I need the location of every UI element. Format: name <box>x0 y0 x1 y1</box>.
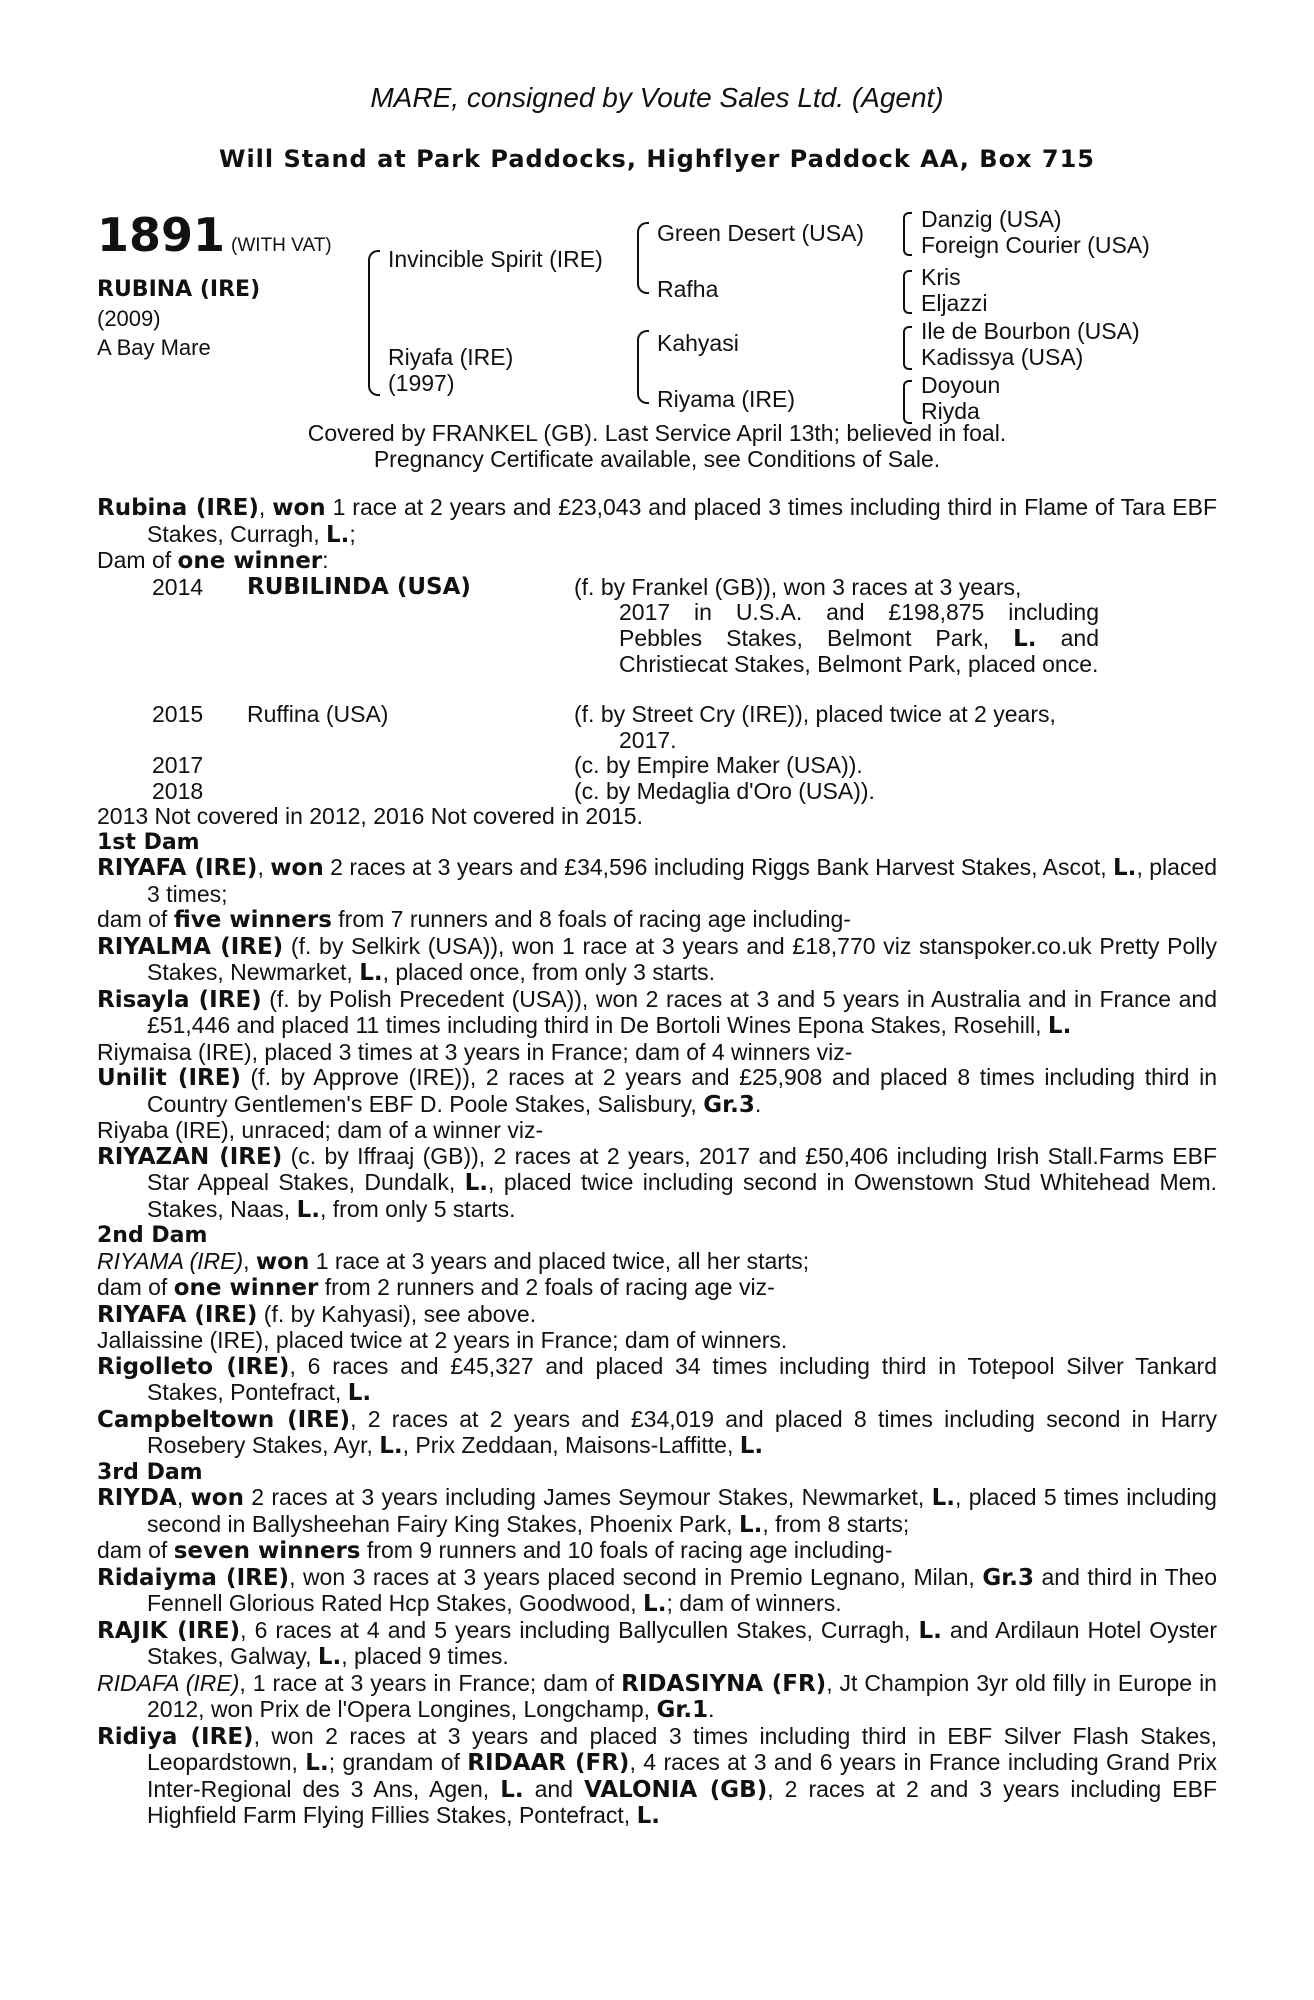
produce-record <box>97 1354 1217 1407</box>
record-text: . <box>708 1696 715 1722</box>
lot-number: 1891 <box>97 208 226 262</box>
listed-mark: L. <box>1113 855 1137 881</box>
pedigree-dam-dam: Riyama (IRE) <box>657 386 796 412</box>
pedigree-brace <box>903 270 912 314</box>
horse-ref: RIYALMA (IRE) <box>97 933 284 960</box>
horse-ref: RIYAFA (IRE) <box>97 855 258 881</box>
winner-count: one winner <box>173 1275 319 1301</box>
horse-ref: Ridaiyma (IRE) <box>97 1564 290 1591</box>
dam-of-line <box>97 1538 1217 1565</box>
group-mark: Gr.3 <box>982 1564 1034 1591</box>
listed-mark: L. <box>738 1511 763 1538</box>
vat-note: (WITH VAT) <box>231 235 332 256</box>
horse-ref: Risayla (IRE) <box>97 986 262 1013</box>
horse-ref: RIYAZAN (IRE) <box>97 1143 283 1170</box>
produce-record <box>97 1724 1217 1830</box>
record-text: 2 races at 3 years including James Seymour Stakes, Newmarket, <box>243 1484 932 1510</box>
horse-ref: Rubina (IRE) <box>97 495 259 521</box>
progeny-year: 2015 <box>152 701 204 727</box>
record-text: dam of <box>97 1537 174 1563</box>
progeny-desc <box>574 702 1099 753</box>
record-text: , placed 3 times; <box>147 854 1218 907</box>
record-text: (f. by Approve (IRE)), 2 races at 2 years and £25,908 and placed 8 times including third in Country Gentlemen's EBF D. Poole Stakes, Salisbury, <box>147 1064 1217 1117</box>
dam-of-line <box>97 548 1217 575</box>
pedigree-dam-sire: Kahyasi <box>657 330 739 356</box>
horse-year: (2009) <box>97 306 161 331</box>
pedigree-ds-dam: Kadissya (USA) <box>921 344 1084 370</box>
pedigree-ss-sire: Danzig (USA) <box>921 206 1062 232</box>
pedigree-brace <box>903 326 912 370</box>
listed-mark: L. <box>325 521 350 548</box>
horse-ref: RIYDA <box>97 1485 177 1511</box>
progeny-year: 2014 <box>152 573 204 600</box>
won-label: won <box>270 855 324 881</box>
group-mark: Gr.1 <box>656 1697 709 1723</box>
listed-mark: L. <box>347 1380 372 1406</box>
produce-record <box>97 1671 1217 1724</box>
progeny-row <box>97 753 1217 779</box>
catalogue-body <box>97 495 1217 1830</box>
record-text: , Jt Champion 3yr old filly in Europe in 2012, won Prix de l'Opera Longines, Longchamp, <box>147 1669 1217 1722</box>
progeny-year: 2018 <box>152 777 204 804</box>
listed-mark: L. <box>739 1433 764 1459</box>
won-label: won <box>272 495 326 521</box>
record-text: 1 race at 2 years and £23,043 and placed 3 times including third in Flame of Tara EBF Stakes, Curragh, <box>147 494 1218 547</box>
progeny-row <box>97 702 1217 753</box>
listed-mark: L. <box>918 1617 942 1644</box>
record-text: 1 race at 3 years and placed twice, all her starts; <box>309 1247 810 1274</box>
horse-ref: Rigolleto (IRE) <box>97 1353 290 1380</box>
record-text: 2 races at 3 years and £34,596 including Riggs Bank Harvest Stakes, Ascot, <box>323 854 1114 880</box>
horse-ref: RIYAFA (IRE) <box>97 1301 258 1328</box>
record-text: , 4 races at 3 and 6 years in France including Grand Prix Inter-Regional des 3 Ans, Agen, <box>147 1749 1217 1802</box>
covering-note <box>0 420 1314 472</box>
group-mark: Gr.3 <box>703 1091 755 1118</box>
pedigree-dam-year: (1997) <box>388 370 455 396</box>
rubina-record: Rubina (IRE), won 1 race at 2 years and £23,043 and placed 3 times including third in Flame of Tara EBF Stakes, Curragh, L.; <box>97 494 1218 548</box>
horse-ref: RIDAFA (IRE) <box>97 1669 240 1696</box>
record-text: , from 8 starts; <box>762 1510 910 1537</box>
record-text <box>574 600 1099 678</box>
listed-mark: L. <box>931 1485 956 1511</box>
won-label: won <box>255 1248 310 1275</box>
record-text: (f. by Frankel (GB)), won 3 races at 3 years, <box>574 573 1022 600</box>
progeny-desc: (c. by Medaglia d'Oro (USA)). <box>574 777 875 804</box>
pedigree-brace <box>903 380 912 424</box>
record-text: from 9 runners and 10 foals of racing age including- <box>360 1537 893 1563</box>
record-text: (f. by Street Cry (IRE)), placed twice at 2 years, <box>574 701 1056 727</box>
produce-record: Jallaissine (IRE), placed twice at 2 years in France; dam of winners. <box>97 1327 788 1353</box>
listed-mark: L. <box>317 1644 342 1670</box>
produce-record <box>97 987 1217 1040</box>
record-text: , 1 race at 3 years in France; dam of <box>239 1669 622 1696</box>
dam-record: RIYAFA (IRE), won 2 races at 3 years and £34,596 including Riggs Bank Harvest Stakes, Ascot, L., placed 3 times; <box>97 854 1218 907</box>
horse-ref: Campbeltown (IRE) <box>97 1406 351 1433</box>
record-text: (f. by Selkirk (USA)), won 1 race at 3 years and £18,770 viz stanspoker.co.uk Pretty Polly Stakes, Newmarket, <box>147 932 1217 985</box>
listed-mark: L. <box>643 1591 667 1617</box>
record-text: Dam of <box>97 547 178 573</box>
progeny-desc: (c. by Empire Maker (USA)). <box>574 752 863 778</box>
record-text: , from only 5 starts. <box>319 1195 516 1222</box>
progeny-name: Ruffina (USA) <box>247 701 389 727</box>
horse-ref: Unilit (IRE) <box>97 1065 241 1091</box>
progeny-name: RUBILINDA (USA) <box>247 573 471 600</box>
horse-ref: VALONIA (GB) <box>584 1776 768 1803</box>
dam-of-line <box>97 907 1217 934</box>
record-text: 2017. <box>619 726 677 753</box>
record-text: . <box>754 1090 762 1117</box>
pedigree-dd-sire: Doyoun <box>921 372 1001 398</box>
section-heading: 1st Dam <box>97 829 200 855</box>
horse-name: RUBINA (IRE) <box>97 277 261 302</box>
pedigree-ds-sire: Ile de Bourbon (USA) <box>921 318 1140 344</box>
stand-location: Will Stand at Park Paddocks, Highflyer Paddock AA, Box 715 <box>218 145 1095 173</box>
produce-record <box>97 1302 1217 1329</box>
listed-mark: L. <box>1013 625 1037 652</box>
winner-count: five winners <box>173 907 332 933</box>
won-label: won <box>190 1485 244 1511</box>
record-text: , 6 races at 4 and 5 years including Ballycullen Stakes, Curragh, <box>240 1616 919 1643</box>
record-text: ; <box>349 520 356 547</box>
record-text: , placed once, from only 3 starts. <box>382 959 715 985</box>
produce-record <box>97 1565 1217 1618</box>
horse-ref: Ridiya (IRE) <box>97 1723 254 1750</box>
pedigree-brace <box>637 222 649 294</box>
produce-record <box>97 1407 1217 1460</box>
horse-ref: RIDASIYNA (FR) <box>621 1670 827 1697</box>
record-text: , placed twice including second in Owenstown Stud Whitehead Mem. Stakes, Naas, <box>147 1169 1217 1222</box>
record-text: , 2 races at 2 and 3 years including EBF Highfield Farm Flying Fillies Stakes, Pontefract, <box>147 1775 1217 1828</box>
record-text: , 2 races at 2 years and £34,019 and placed 8 times including second in Harry Rosebery Stakes, Ayr, <box>147 1405 1217 1458</box>
produce-record <box>97 1065 1217 1118</box>
record-text: and Ardilaun Hotel Oyster Stakes, Galway, <box>147 1616 1217 1669</box>
dam-record: RIYDA, won 2 races at 3 years including James Seymour Stakes, Newmarket, L., placed 5 times including second in Ballysheehan Fairy King Stakes, Phoenix Park, L., from 8 starts; <box>97 1484 1217 1538</box>
horse-ref: RIDAAR (FR) <box>467 1750 630 1776</box>
certificate-line: Pregnancy Certificate available, see Conditions of Sale. <box>373 446 941 472</box>
progeny-desc <box>574 575 1099 678</box>
consignor-title: MARE, consigned by Voute Sales Ltd. (Agent) <box>370 82 944 113</box>
pedigree-brace <box>903 212 912 256</box>
horse-ref: RAJIK (IRE) <box>97 1617 241 1644</box>
record-text: , Prix Zeddaan, Maisons-Laffitte, <box>402 1432 740 1458</box>
record-text: , placed 5 times including second in Ballysheehan Fairy King Stakes, Phoenix Park, <box>147 1484 1217 1537</box>
section-heading: 3rd Dam <box>97 1459 203 1485</box>
dam-of-line <box>97 1275 1217 1302</box>
listed-mark: L. <box>305 1750 329 1776</box>
listed-mark: L. <box>464 1170 489 1196</box>
record-text: (f. by Kahyasi), see above. <box>257 1300 537 1327</box>
progeny-note: 2013 Not covered in 2012, 2016 Not covered in 2015. <box>97 803 643 829</box>
pedigree-sd-sire: Kris <box>921 264 961 290</box>
listed-mark: L. <box>500 1776 524 1803</box>
record-text: , placed 9 times. <box>341 1643 509 1669</box>
pedigree-sire-sire: Green Desert (USA) <box>657 220 865 246</box>
produce-record <box>97 1144 1217 1224</box>
record-text: (f. by Polish Precedent (USA)), won 2 races at 3 and 5 years in Australia and in France and £51,446 and placed 11 times including third in De Bortoli Wines Epona Stakes, Rosehill, <box>147 985 1217 1038</box>
winner-count: one winner <box>177 548 323 574</box>
record-text: ; grandam of <box>328 1749 468 1775</box>
pedigree-sire-dam: Rafha <box>657 276 719 302</box>
record-text: from 2 runners and 2 foals of racing age viz- <box>318 1274 775 1300</box>
produce-record <box>97 934 1217 987</box>
produce-record <box>97 1618 1217 1671</box>
produce-record: Riyaba (IRE), unraced; dam of a winner viz- <box>97 1117 544 1143</box>
pedigree-sire: Invincible Spirit (IRE) <box>388 246 603 272</box>
record-text: dam of <box>97 1274 174 1300</box>
pedigree-ss-dam: Foreign Courier (USA) <box>921 232 1150 258</box>
record-text: (c. by Iffraaj (GB)), 2 races at 2 years, 2017 and £50,406 including Irish Stall.Farms EBF Star Appeal Stakes, Dundalk, <box>147 1142 1217 1195</box>
pedigree-dam: Riyafa (IRE) <box>388 344 514 370</box>
record-text: and <box>523 1775 585 1802</box>
record-text: and Christiecat Stakes, Belmont Park, placed once. <box>619 624 1100 677</box>
record-text: dam of <box>97 906 174 932</box>
listed-mark: L. <box>296 1196 320 1223</box>
progeny-row <box>97 575 1217 703</box>
pedigree-brace <box>368 250 380 396</box>
pedigree-sd-dam: Eljazzi <box>921 290 988 316</box>
winner-count: seven winners <box>173 1538 361 1564</box>
section-heading: 2nd Dam <box>97 1223 208 1248</box>
horse-ref: RIYAMA (IRE) <box>97 1247 244 1274</box>
record-text: , won 2 races at 3 years and placed 3 times including third in EBF Silver Flash Stakes, Leopardstown, <box>147 1722 1217 1775</box>
produce-record: Riymaisa (IRE), placed 3 times at 3 years in France; dam of 4 winners viz- <box>97 1038 853 1065</box>
listed-mark: L. <box>636 1803 660 1829</box>
pedigree-dd-dam: Riyda <box>921 398 980 424</box>
listed-mark: L. <box>379 1433 403 1459</box>
record-text: : <box>322 547 329 573</box>
lot-heading <box>97 208 332 262</box>
record-text: from 7 runners and 8 foals of racing age including- <box>331 906 851 932</box>
record-text: 2017 in U.S.A. and £198,875 including Pebbles Stakes, Belmont Park, <box>619 599 1099 651</box>
horse-description: A Bay Mare <box>97 335 211 360</box>
progeny-list <box>97 575 1217 830</box>
listed-mark: L. <box>359 960 383 986</box>
covering-line: Covered by FRANKEL (GB). Last Service April 13th; believed in foal. <box>307 420 1007 446</box>
listed-mark: L. <box>1047 1013 1072 1039</box>
progeny-year: 2017 <box>152 752 204 778</box>
record-text: , 6 races and £45,327 and placed 34 times including third in Totepool Silver Tankard Stakes, Pontefract, <box>147 1352 1217 1405</box>
record-text: and third in Theo Fennell Glorious Rated Hcp Stakes, Goodwood, <box>147 1563 1218 1616</box>
record-text: ; dam of winners. <box>666 1590 842 1616</box>
pedigree-brace <box>637 330 649 404</box>
dam-record: RIYAMA (IRE), won 1 race at 3 years and placed twice, all her starts; <box>97 1247 810 1275</box>
horse-info <box>97 275 260 362</box>
record-text: , won 3 races at 3 years placed second in Premio Legnano, Milan, <box>289 1563 983 1590</box>
progeny-row <box>97 779 1217 805</box>
